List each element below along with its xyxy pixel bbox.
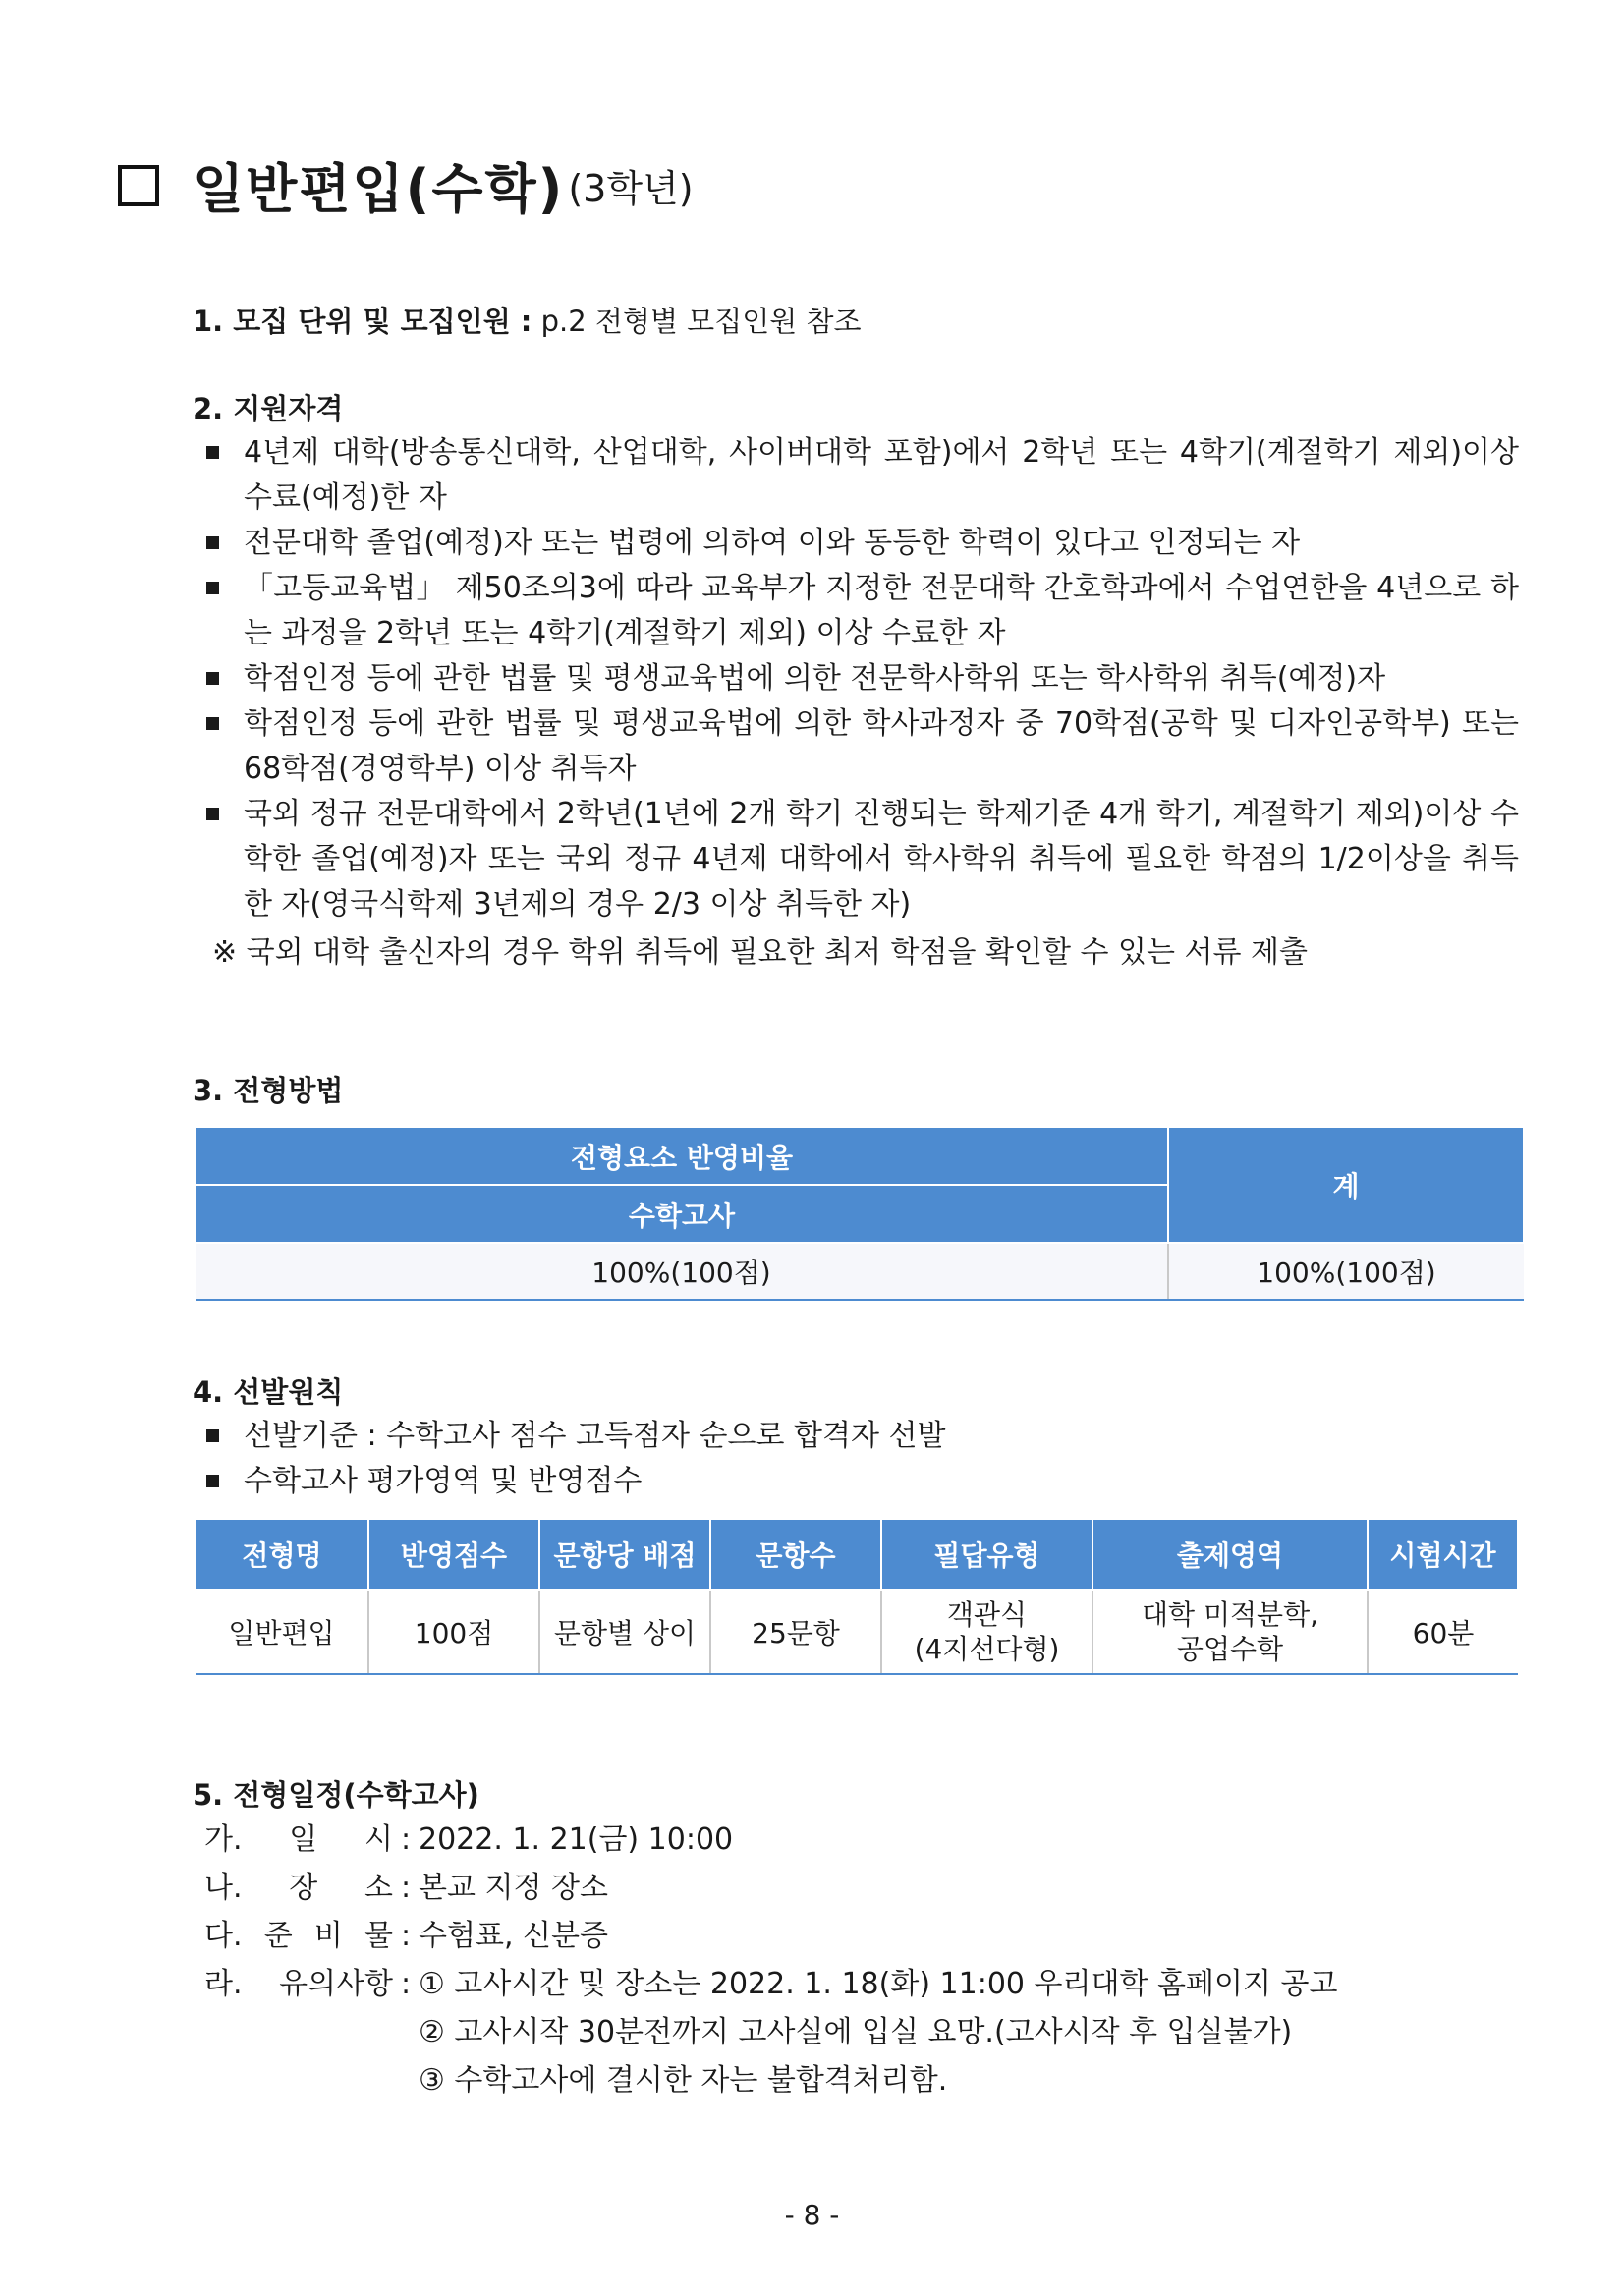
- section2-heading: 2. 지원자격: [193, 392, 344, 425]
- section5-heading: 5. 전형일정(수학고사): [193, 1778, 479, 1812]
- table-cell: 100점: [368, 1590, 539, 1674]
- list-item: 학점인정 등에 관한 법률 및 평생교육법에 의한 학사과정자 중 70학점(공학 및 디자인공학부) 또는 68학점(경영학부) 이상 취득자: [202, 701, 1519, 792]
- selection-principle-list: [202, 1414, 1519, 1504]
- table-cell: 60분: [1368, 1590, 1518, 1674]
- list-item: 선발기준 : 수학고사 점수 고득점자 순으로 합격자 선발: [202, 1414, 1519, 1459]
- type-line1: 객관식: [946, 1598, 1028, 1631]
- type-line2: (4지선다형): [914, 1633, 1060, 1665]
- area-line1: 대학 미적분학,: [1141, 1598, 1319, 1631]
- schedule-block: [204, 1816, 1337, 2104]
- square-bullet-icon: [206, 808, 219, 820]
- exam-info-table: [195, 1518, 1519, 1675]
- value-cell: 100%(100점): [196, 1243, 1168, 1300]
- list-item: 전문대학 졸업(예정)자 또는 법령에 의하여 이와 동등한 학력이 있다고 인정되는 자: [202, 521, 1519, 566]
- title-main: 일반편입(수학): [193, 158, 565, 220]
- page-title: [118, 147, 694, 223]
- schedule-row: 가. 일 시 : 2022. 1. 21(금) 10:00: [204, 1822, 734, 1857]
- square-bullet-icon: [206, 446, 219, 459]
- header-group-cell: 전형요소 반영비율: [196, 1127, 1168, 1185]
- schedule-row: 나. 장 소 : 본교 지정 장소: [204, 1871, 608, 1905]
- page-number: - 8 -: [784, 2199, 840, 2231]
- title-sub: (3학년): [568, 167, 694, 210]
- foreign-note: ※ 국외 대학 출신자의 경우 학위 취득에 필요한 최저 학점을 확인할 수 있는 서류 제출: [212, 935, 1308, 970]
- table-cell: [1092, 1590, 1368, 1674]
- square-bullet-icon: [206, 1475, 219, 1487]
- qualification-list: [202, 430, 1519, 927]
- schedule-row: 다. 준 비 물 : 수험표, 신분증: [204, 1919, 608, 1953]
- checkbox-square-icon: [118, 165, 159, 206]
- header-cell: 반영점수: [368, 1519, 539, 1590]
- section1-heading-label: 1. 모집 단위 및 모집인원 :: [193, 305, 532, 338]
- list-item: 국외 정규 전문대학에서 2학년(1년에 2개 학기 진행되는 학제기준 4개 학기, 계절학기 제외)이상 수학한 졸업(예정)자 또는 국외 정규 4년제 대학에서 학사학위 취득에 필요한 학점의 1/2이상을 취득한 자(영국식학제 3년제의 경우 2/3 이상 취득한 자): [202, 792, 1519, 927]
- section3-heading: 3. 전형방법: [193, 1074, 344, 1107]
- header-cell: 시험시간: [1368, 1519, 1518, 1590]
- section1-heading: [193, 300, 861, 340]
- schedule-note: ③ 수학고사에 결시한 자는 불합격처리함.: [419, 2063, 948, 2098]
- square-bullet-icon: [206, 536, 219, 549]
- header-cell: 전형명: [196, 1519, 368, 1590]
- selection-method-table: [195, 1126, 1525, 1301]
- header-total-cell: 계: [1168, 1127, 1524, 1243]
- square-bullet-icon: [206, 582, 219, 594]
- list-item: 학점인정 등에 관한 법률 및 평생교육법에 의한 전문학사학위 또는 학사학위 취득(예정)자: [202, 656, 1519, 701]
- list-item: 「고등교육법」 제50조의3에 따라 교육부가 지정한 전문대학 간호학과에서 수업연한을 4년으로 하는 과정을 2학년 또는 4학기(계절학기 제외) 이상 수료한 자: [202, 566, 1519, 656]
- header-cell: 필답유형: [881, 1519, 1092, 1590]
- header-cell: 문항당 배점: [539, 1519, 710, 1590]
- square-bullet-icon: [206, 1429, 219, 1442]
- section4-heading: 4. 선발원칙: [193, 1375, 344, 1409]
- square-bullet-icon: [206, 717, 219, 730]
- header-cell: 문항수: [710, 1519, 881, 1590]
- list-item: 수학고사 평가영역 및 반영점수: [202, 1459, 1519, 1504]
- table-cell: 문항별 상이: [539, 1590, 710, 1674]
- schedule-note: ② 고사시작 30분전까지 고사실에 입실 요망.(고사시작 후 입실불가): [419, 2015, 1293, 2049]
- table-cell: 일반편입: [196, 1590, 368, 1674]
- header-cell: 출제영역: [1092, 1519, 1368, 1590]
- header-sub-cell: 수학고사: [196, 1185, 1168, 1243]
- section1-text: p.2 전형별 모집인원 참조: [532, 305, 862, 338]
- schedule-row: 라. 유의사항 : ① 고사시간 및 장소는 2022. 1. 18(화) 11:00 우리대학 홈페이지 공고: [204, 1967, 1338, 2001]
- square-bullet-icon: [206, 672, 219, 685]
- area-line2: 공업수학: [1176, 1633, 1284, 1665]
- list-item: 4년제 대학(방송통신대학, 산업대학, 사이버대학 포함)에서 2학년 또는 4학기(계절학기 제외)이상 수료(예정)한 자: [202, 430, 1519, 521]
- table-cell: 25문항: [710, 1590, 881, 1674]
- total-cell: 100%(100점): [1168, 1243, 1524, 1300]
- table-cell: [881, 1590, 1092, 1674]
